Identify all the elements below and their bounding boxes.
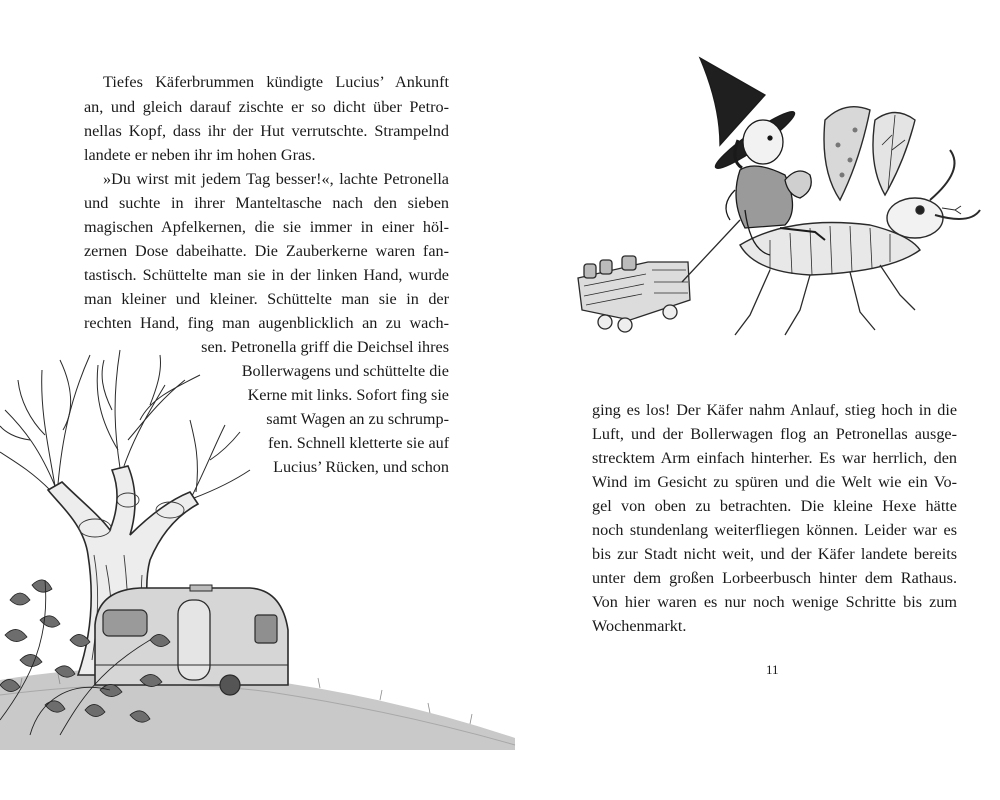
text-line: tastisch. Schüttelte man sie in der linken Hand, wurde <box>84 266 449 284</box>
text-line: strecktem Arm einfach hinterher. Es war herrlich, den <box>592 449 957 467</box>
text-line: bis zur Stadt nicht weit, und der Käfer landete bereits <box>592 545 957 563</box>
right-page <box>500 0 1000 800</box>
text-line: samt Wagen an zu schrump- <box>266 410 449 428</box>
text-line: sen. Petronella griff die Deichsel ihres <box>201 338 449 356</box>
text-line: rechten Hand, fing man augenblicklich an zu wach- <box>84 314 449 332</box>
text-line: ging es los! Der Käfer nahm Anlauf, stieg hoch in die <box>592 401 957 419</box>
text-line: Luft, und der Bollerwagen flog an Petronellas ausge- <box>592 425 957 443</box>
text-line: unter dem großen Lorbeerbusch hinter dem Rathaus. <box>592 569 957 587</box>
text-line: gel von oben zu betrachten. Die kleine Hexe hätte <box>592 497 957 515</box>
caravan <box>95 585 288 695</box>
tree-and-caravan-illustration <box>0 340 520 750</box>
text-line: nellas Kopf, dass ihr der Hut verrutschte. Strampelnd <box>84 122 449 140</box>
text-line: noch stundenlang weiterfliegen können. Leider war es <box>592 521 957 539</box>
witch-on-beetle-illustration <box>570 50 1000 350</box>
text-line: zernen Dose dabeihatte. Die Zauberkerne waren fan- <box>84 242 449 260</box>
text-line: »Du wirst mit jedem Tag besser!«, lachte Petronella <box>103 170 449 188</box>
text-line: Von hier waren es nur noch wenige Schritte bis zum <box>592 593 957 611</box>
text-line: Bollerwagens und schüttelte die <box>241 362 449 380</box>
text-line: und suchte in ihrer Manteltasche nach den sieben <box>84 194 449 212</box>
text-line: man kleiner und kleiner. Schüttelte man sie in der <box>84 290 449 308</box>
text-line: an, und gleich darauf zischte er so dicht über Petro- <box>84 98 449 116</box>
text-line: fen. Schnell kletterte sie auf <box>268 434 450 452</box>
text-line: Wind im Gesicht zu spüren und die Welt wie ein Vo- <box>592 473 957 491</box>
page-number: 11 <box>766 662 779 677</box>
text-line: Kerne mit links. Sofort fing sie <box>247 386 449 404</box>
text-line: magischen Apfelkernen, die sie immer in einer höl- <box>84 218 449 236</box>
text-line: Tiefes Käferbrummen kündigte Lucius’ Ankunft <box>103 73 449 91</box>
wagon <box>578 220 740 332</box>
text-line: Lucius’ Rücken, und schon <box>273 458 449 476</box>
text-line: landete er neben ihr im hohen Gras. <box>84 146 316 164</box>
text-line: Wochenmarkt. <box>592 617 687 635</box>
